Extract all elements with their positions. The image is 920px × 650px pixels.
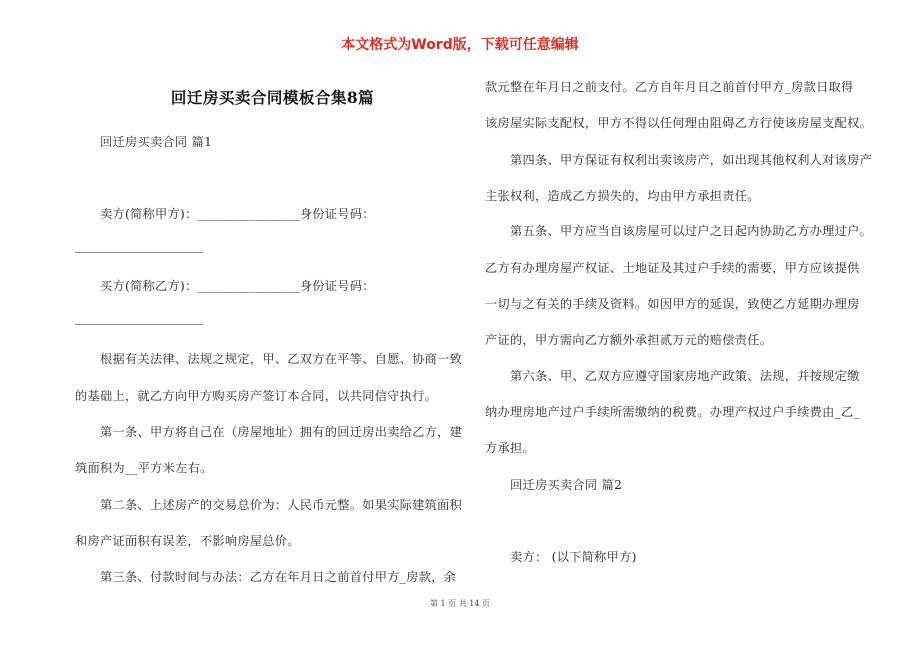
buyer-id-blank-rule: [75, 324, 203, 325]
article-6-line-3: 方承担。: [485, 441, 535, 455]
right-line-1: 款元整在年月日之前支付。乙方自年月日之前首付甲方_房款日取得: [485, 80, 854, 94]
article-4-line-1: 第四条、甲方保证有权利出卖该房产，如出现其他权利人对该房产: [510, 153, 873, 167]
buyer-name-blank: ________________: [197, 279, 300, 293]
seller-id-blank-rule: [75, 252, 203, 253]
buyer-id-label: 身份证号码：: [299, 279, 375, 293]
paragraph-1-line-2: 的基础上，就乙方向甲方购买房产签订本合同，以共同信守执行。: [75, 389, 438, 403]
section-heading-1: 回迁房买卖合同 篇1: [100, 135, 213, 149]
article-6-line-2: 纳办理房地产过户手续所需缴纳的税费。办理产权过户手续费由_乙_: [485, 405, 860, 419]
article-6-line-1: 第六条、甲、乙双方应遵守国家房地产政策、法规，并按规定缴: [510, 369, 860, 383]
seller-line: [100, 205, 375, 222]
article-1-line-1: 第一条、甲方将自己在（房屋地址）拥有的回迁房出卖给乙方，建: [100, 425, 463, 439]
right-line-2: 该房屋实际支配权，甲方不得以任何理由阻碍乙方行使该房屋支配权。: [485, 116, 873, 130]
article-2-line-2: 和房产证面积有误差，不影响房屋总价。: [75, 534, 300, 548]
document-title: 回迁房买卖合同模板合集8篇: [170, 88, 375, 107]
article-4-line-2: 主张权利，造成乙方损失的，均由甲方承担责任。: [485, 189, 760, 203]
article-5-line-3: 一切与之有关的手续及资料。如因甲方的延误，致使乙方延期办理房: [485, 297, 860, 311]
article-5-line-4: 产证的，甲方需向乙方额外承担贰万元的赔偿责任。: [485, 333, 773, 347]
seller-name-blank: ________________: [197, 207, 300, 221]
buyer-label: 买方(简称乙方)：: [100, 279, 198, 293]
seller-2-line: 卖方： (以下简称甲方): [510, 550, 637, 564]
section-heading-2: 回迁房买卖合同 篇2: [510, 478, 623, 492]
article-5-line-1: 第五条、甲方应当自该房屋可以过户之日起内协助乙方办理过户。: [510, 224, 873, 238]
seller-label: 卖方(简称甲方)：: [100, 207, 198, 221]
format-banner: 本文格式为Word版，下载可任意编辑: [341, 37, 579, 53]
page-footer: 第 1 页 共 14 页: [430, 599, 490, 608]
seller-id-label: 身份证号码：: [299, 207, 375, 221]
article-2-line-1: 第二条、上述房产的交易总价为：人民币元整。如果实际建筑面积: [100, 498, 463, 512]
article-1-line-2: 筑面积为__平方米左右。: [75, 461, 213, 475]
article-3-line-1: 第三条、付款时间与办法：乙方在年月日之前首付甲方_房款，余: [100, 570, 457, 584]
article-5-line-2: 乙方有办理房屋产权证、土地证及其过户手续的需要，甲方应该提供: [485, 261, 860, 275]
paragraph-1-line-1: 根据有关法律、法规之规定，甲、乙双方在平等、自愿、协商一致: [100, 352, 463, 366]
buyer-line: [100, 277, 375, 294]
